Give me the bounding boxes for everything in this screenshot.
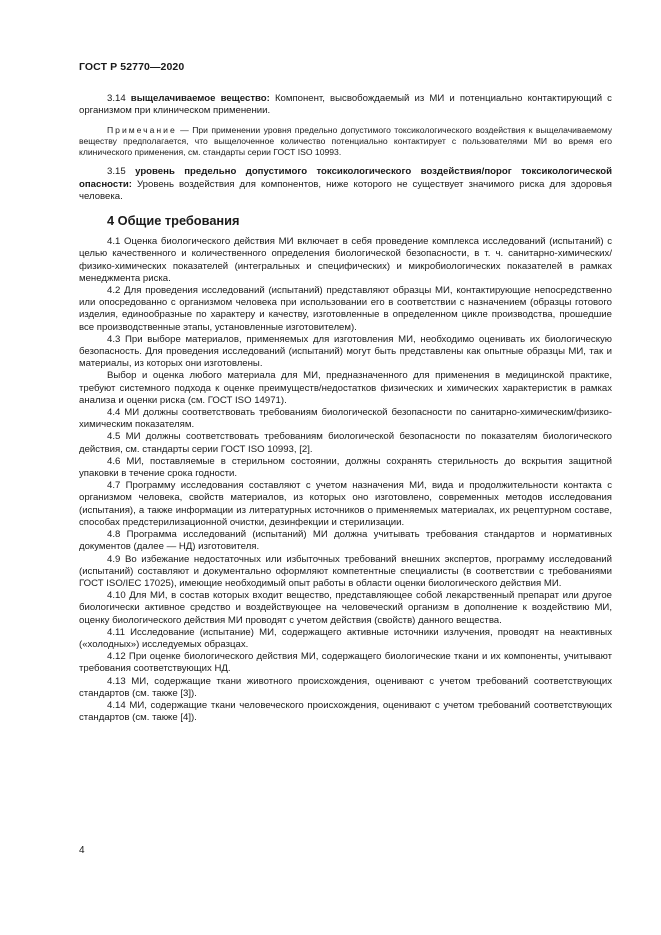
page-number: 4 (79, 845, 85, 856)
paragraph: 4.5 МИ должны соответствовать требованиям биологической безопасности по показателям биологического действия, см. стандарты серии ГОСТ ISO 10993, [2]. (79, 431, 612, 455)
term-definition: Уровень воздействия для компонентов, ниже которого не существует значимого риска для здоровья человека. (79, 178, 612, 202)
paragraph: 4.8 Программа исследований (испытаний) МИ должна учитывать требования стандартов и нормативных документов (далее — НД) изготовителя. (79, 529, 612, 553)
paragraph: 4.6 МИ, поставляемые в стерильном состоянии, должны сохранять стерильность до вскрытия защитной упаковки в течение срока годности. (79, 455, 612, 480)
note-text: — При применении уровня предельно допустимого токсикологического воздействия к выщелачиваемому веществу предполагается, что выщелоченное количество потенциально контактирует с пользователями МИ во время его клинического применения, см. стандарты серии ГОСТ ISO 10993. (79, 125, 612, 158)
note-label: Примечание (107, 125, 177, 136)
section-title: 4 Общие требования (107, 213, 240, 229)
paragraph: 4.13 МИ, содержащие ткани животного происхождения, оценивают с учетом требований соответствующих стандартов (см. также [3]). (79, 675, 612, 699)
paragraph: 4.9 Во избежание недостаточных или избыточных требований внешних экспертов, программу исследований (испытаний) составляют и документально оформляют компетентные специалисты (в соответствии с требованиями ГОСТ ISO/IEC 17025), имеющие необходимый опыт работы в области оценки биологического действия МИ. (79, 553, 612, 589)
term-3-15 (79, 166, 612, 203)
paragraph: 4.4 МИ должны соответствовать требованиям биологической безопасности по санитарно-химическим/физико-химическим показателям. (79, 407, 612, 431)
paragraph: 4.12 При оценке биологического действия МИ, содержащего биологические ткани и их компоненты, учитывают требования соответствующих НД. (79, 651, 612, 675)
term-3-14 (79, 93, 612, 117)
document-body (79, 93, 612, 724)
paragraph: 4.10 Для МИ, в состав которых входит вещество, представляющее собой лекарственный препарат или другое биологически активное средство и воздействующее на человеческий организм в дополнение к воздействию МИ, оценку биологического действия МИ проводят с учетом действия (свойств) данного вещества. (79, 590, 612, 626)
paragraph: 4.14 МИ, содержащие ткани человеческого происхождения, оценивают с учетом требований соответствующих стандартов (см. также [4]). (79, 699, 612, 724)
note (79, 125, 612, 158)
paragraph: Выбор и оценка любого материала для МИ, предназначенного для применения в медицинской практике, требуют системного подхода к оценке преимуществ/недостатков физических и химических характеристик в рамках анализа и оценки риска (см. ГОСТ ISO 14971). (79, 370, 612, 406)
term-number: 3.14 (107, 93, 126, 104)
paragraph: 4.2 Для проведения исследований (испытаний) представляют образцы МИ, контактирующие непосредственно или опосредованно с организмом человека при использовании его в соответствии с назначением (образцы готового изделия, единообразные по характеру и качеству, изготовленные в определенном цикле производства, прошедшие все производственные этапы, установленные изготовителем). (79, 285, 612, 333)
paragraph: 4.11 Исследование (испытание) МИ, содержащего активные источники излучения, проводят на неактивных («холодных») исследуемых образцах. (79, 626, 612, 650)
paragraph: 4.3 При выборе материалов, применяемых для изготовления МИ, необходимо оценивать их биологическую безопасность. Для проведения исследований (испытаний) могут быть представлены как опытные образцы МИ, так и материалы, из которых они изготовлены. (79, 333, 612, 370)
term-number: 3.15 (107, 166, 126, 178)
term-name: выщелачиваемое вещество: (130, 93, 270, 104)
paragraph: 4.7 Программу исследования составляют с учетом назначения МИ, вида и продолжительности контакта с организмом человека, свойств материалов, из которых оно изготовлено, современных методов исследования (испытания), а также информации из литературных источников о применяемых материалах, их рецептурном составе, способах предстерилизационной очистки, дезинфекции и стерилизации. (79, 480, 612, 528)
term-definition: Компонент, высвобождаемый из МИ и потенциально контактирующий с организмом при клиническом применении. (79, 93, 612, 117)
document-header: ГОСТ Р 52770—2020 (79, 61, 185, 73)
term-name: уровень предельно допустимого токсикологического воздействия/порог токсикологической опасности: (79, 166, 613, 190)
paragraph: 4.1 Оценка биологического действия МИ включает в себя проведение комплекса исследований (испытаний) с целью качественного и количественного определения биологической безопасности, в т. ч. санитарно-химических/физико-химических показателей (интегральных и специфических) и микробиологических показателей в рамках менеджмента риска. (79, 236, 612, 284)
